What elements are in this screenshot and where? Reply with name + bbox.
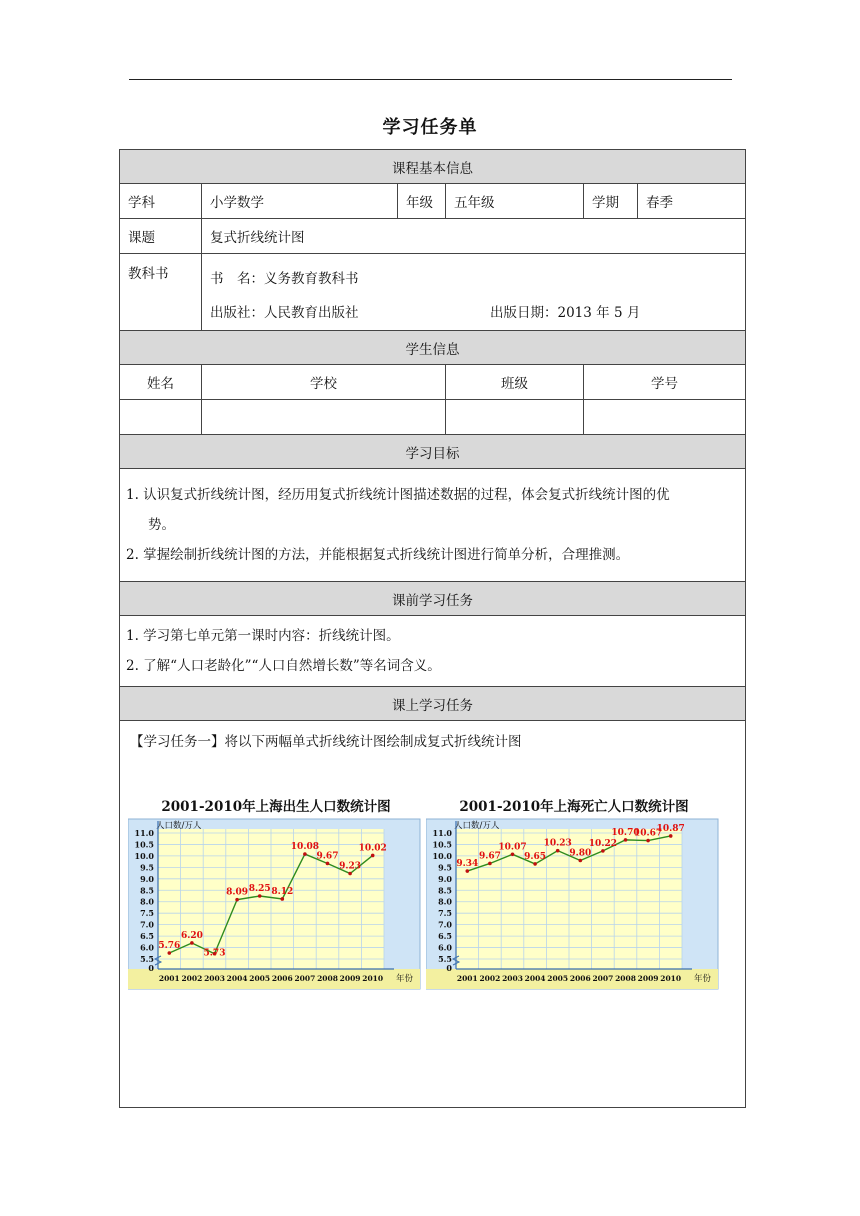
class-tasks-content <box>120 721 746 1108</box>
birth-chart <box>128 795 424 995</box>
y-tick-label: 7.5 <box>140 908 154 919</box>
y-tick-label: 8.0 <box>140 896 154 907</box>
data-label: 9.34 <box>456 859 479 870</box>
data-label: 9.67 <box>478 851 501 862</box>
x-tick-label: 2005 <box>249 974 271 983</box>
x-tick-label: 2007 <box>592 974 614 983</box>
death-chart <box>426 795 722 995</box>
pre-task-1: 1. 学习第七单元第一课时内容：折线统计图。 <box>126 628 400 644</box>
data-label: 10.02 <box>358 843 387 854</box>
y-tick-label: 7.0 <box>140 919 154 930</box>
y-tick-label: 5.5 <box>438 954 452 964</box>
term-label: 学期 <box>584 184 638 219</box>
data-point <box>326 862 330 866</box>
data-point <box>371 854 375 858</box>
section-student-info: 学生信息 <box>120 331 746 365</box>
x-tick-label: 2006 <box>569 974 591 983</box>
publisher: 出版社：人民教育出版社 <box>210 305 359 321</box>
publisher-row <box>210 296 737 330</box>
data-label: 6.20 <box>180 930 203 941</box>
y-tick-label: 10.5 <box>432 839 452 850</box>
section-goals: 学习目标 <box>120 435 746 469</box>
data-label: 10.87 <box>656 823 685 834</box>
x-tick-label: 2010 <box>362 974 384 983</box>
student-id-header: 学号 <box>584 365 746 400</box>
data-label: 5.73 <box>203 948 226 959</box>
x-tick-label: 2009 <box>339 974 361 983</box>
y-tick-label: 9.5 <box>140 862 154 873</box>
data-point <box>466 869 470 873</box>
data-point <box>235 898 239 902</box>
chart-title: 2001-2010年上海死亡人口数统计图 <box>459 799 689 815</box>
data-label: 9.65 <box>524 851 547 862</box>
pre-task-2: 2. 了解“人口老龄化”“人口自然增长数”等名词含义。 <box>126 658 441 674</box>
data-point <box>281 897 285 901</box>
y-tick-label: 6.5 <box>140 931 154 942</box>
y-tick-label: 9.5 <box>438 862 452 873</box>
y-tick-label: 6.5 <box>438 931 452 942</box>
x-tick-label: 2003 <box>204 974 225 983</box>
data-point <box>556 849 560 853</box>
page-title: 学习任务单 <box>382 117 478 138</box>
data-point <box>168 951 172 955</box>
data-label: 9.67 <box>316 851 339 862</box>
data-point <box>533 862 537 866</box>
y-tick-label: 5.5 <box>140 954 154 964</box>
x-tick-label: 2002 <box>479 974 501 983</box>
y-axis-label: 人口数/万人 <box>454 821 500 831</box>
topic-value: 复式折线统计图 <box>202 219 746 254</box>
student-school-input[interactable] <box>202 400 446 435</box>
data-point <box>303 852 307 856</box>
goal-item-2: 2. 掌握绘制折线统计图的方法，并能根据复式折线统计图进行简单分析，合理推测。 <box>126 547 630 563</box>
data-label: 10.07 <box>498 842 527 853</box>
data-label: 9.23 <box>339 861 362 872</box>
data-label: 10.67 <box>634 828 663 839</box>
y-tick-label: 7.0 <box>438 919 452 930</box>
student-class-input[interactable] <box>446 400 584 435</box>
x-tick-label: 2010 <box>660 974 682 983</box>
publish-date: 出版日期：2013 年 5 月 <box>490 305 641 321</box>
data-label: 10.70 <box>611 827 640 838</box>
book-name: 书 名：义务教育教科书 <box>210 271 359 287</box>
data-point <box>646 839 650 843</box>
x-axis-label: 年份 <box>694 974 712 984</box>
section-pre-tasks: 课前学习任务 <box>120 582 746 616</box>
y-tick-label: 8.5 <box>140 885 154 896</box>
pre-tasks-content <box>120 616 746 687</box>
student-name-input[interactable] <box>120 400 202 435</box>
student-school-header: 学校 <box>202 365 446 400</box>
y-tick-label: 0 <box>148 963 154 973</box>
x-tick-label: 2006 <box>271 974 293 983</box>
x-axis-label: 年份 <box>396 974 414 984</box>
y-tick-label: 9.0 <box>438 873 452 884</box>
data-point <box>348 872 352 876</box>
y-tick-label: 11.0 <box>432 828 452 838</box>
student-name-header: 姓名 <box>120 365 202 400</box>
grade-value: 五年级 <box>446 184 584 219</box>
x-tick-label: 2004 <box>524 974 546 983</box>
y-tick-label: 10.0 <box>134 850 154 861</box>
textbook-label: 教科书 <box>120 254 202 331</box>
y-tick-label: 7.5 <box>438 908 452 919</box>
x-tick-label: 2001 <box>158 974 180 983</box>
y-tick-label: 11.0 <box>134 828 154 838</box>
student-class-header: 班级 <box>446 365 584 400</box>
y-tick-label: 8.0 <box>438 896 452 907</box>
grade-label: 年级 <box>398 184 446 219</box>
chart-title: 2001-2010年上海出生人口数统计图 <box>161 799 391 815</box>
student-id-input[interactable] <box>584 400 746 435</box>
data-point <box>190 941 194 945</box>
y-axis-label: 人口数/万人 <box>156 821 202 831</box>
x-tick-label: 2005 <box>547 974 569 983</box>
x-tick-label: 2001 <box>456 974 478 983</box>
y-tick-label: 9.0 <box>140 873 154 884</box>
x-tick-label: 2007 <box>294 974 316 983</box>
y-tick-label: 6.0 <box>140 942 154 953</box>
data-label: 9.80 <box>569 848 592 859</box>
data-point <box>601 849 605 853</box>
data-label: 8.12 <box>271 886 294 897</box>
data-label: 10.08 <box>290 842 319 853</box>
data-label: 10.22 <box>588 838 617 849</box>
goal-item-1: 1. 认识复式折线统计图，经历用复式折线统计图描述数据的过程，体会复式折线统计图的优 <box>126 487 670 503</box>
y-tick-label: 8.5 <box>438 885 452 896</box>
y-tick-label: 10.5 <box>134 839 154 850</box>
data-point <box>669 834 673 838</box>
y-tick-label: 10.0 <box>432 850 452 861</box>
x-tick-label: 2008 <box>615 974 636 983</box>
topic-label: 课题 <box>120 219 202 254</box>
data-point <box>488 862 492 866</box>
data-label: 8.25 <box>248 884 271 894</box>
x-tick-label: 2008 <box>317 974 338 983</box>
data-point <box>624 838 628 842</box>
section-class-tasks: 课上学习任务 <box>120 687 746 721</box>
subject-label: 学科 <box>120 184 202 219</box>
data-point <box>511 853 515 857</box>
birth-chart-svg <box>128 795 424 995</box>
section-course-info: 课程基本信息 <box>120 150 746 184</box>
subject-value: 小学数学 <box>202 184 398 219</box>
goal-item-1-cont: 势。 <box>148 517 175 533</box>
y-tick-label: 0 <box>446 963 452 973</box>
x-tick-label: 2009 <box>637 974 659 983</box>
data-label: 10.23 <box>543 838 572 849</box>
x-tick-label: 2004 <box>226 974 248 983</box>
class-task-1: 【学习任务一】将以下两幅单式折线统计图绘制成复式折线统计图 <box>130 734 522 750</box>
data-point <box>579 859 583 863</box>
goals-content <box>120 469 746 582</box>
term-value: 春季 <box>638 184 746 219</box>
header-rule <box>129 79 732 80</box>
y-tick-label: 6.0 <box>438 942 452 953</box>
textbook-info <box>202 254 746 331</box>
data-point <box>258 894 262 898</box>
x-tick-label: 2003 <box>502 974 523 983</box>
x-tick-label: 2002 <box>181 974 203 983</box>
task-sheet-table <box>119 149 746 1108</box>
data-label: 8.09 <box>226 887 249 898</box>
data-label: 5.76 <box>158 941 181 952</box>
death-chart-svg <box>426 795 722 995</box>
